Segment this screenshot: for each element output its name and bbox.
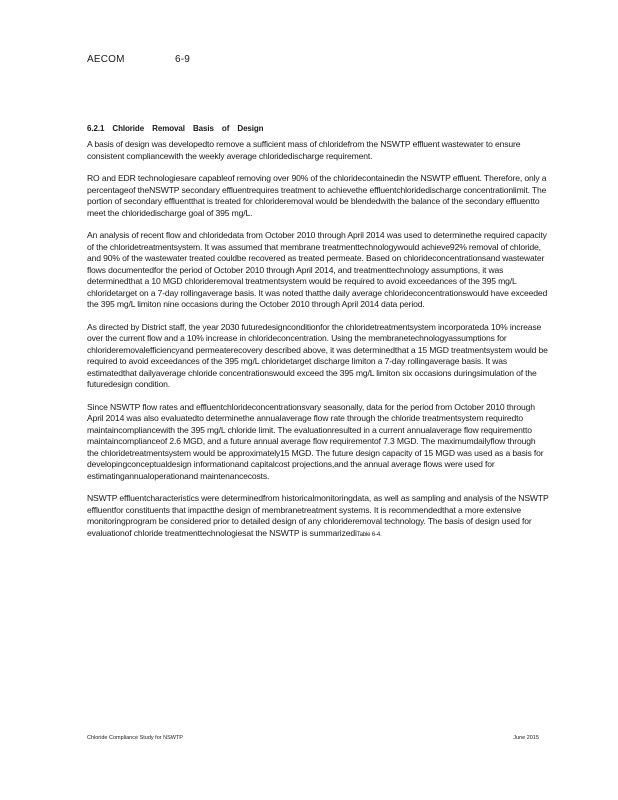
table-reference: Table 6-4. bbox=[356, 531, 382, 538]
paragraph-text: NSWTP effluentcharacteristics were determinedfrom historicalmonitoringdata, as well as sampling and analysis of the NSWTP effluentfor constituents that impactthe design of membranetreatment systems. It is recommendedthat a more extensive monitoringprogram be considered prior to detailed design of any chlorideremoval technology. The basis of design used for evaluationof chloride treatmenttechnologiesat the NSWTP is summarizedi bbox=[87, 493, 549, 538]
page-header bbox=[87, 54, 190, 65]
company-name: AECOM bbox=[87, 54, 125, 65]
page-number: 6-9 bbox=[174, 54, 191, 65]
paragraph-last bbox=[87, 493, 549, 541]
paragraph: RO and EDR technologiesare capableof removing over 90% of the chloridecontainedin the NSWTP effluent. Therefore, only a percentageof theNSWTP secondary effluentrequires treatment to achievethe effluentchloridedischarge concentrationlimit. The portion of secondary effluentthat is treated for chlorideremoval would be blendedwith the balance of the secondary effluentto meet the chloridedischarge goal of 395 mg/L. bbox=[87, 173, 547, 218]
paragraph: An analysis of recent flow and chloridedata from October 2010 through April 2014 was used to determinethe required capacity of the chloridetreatmentsystem. It was assumed that membrane treatmenttechnologywould achieve92% removal of chloride, and 90% of the wastewater treated couldbe recovered as treated permeate. Based on chlorideconcentrationsand wastewater flows documentedfor the period of October 2010 through April 2014, and treatmenttechnology assumptions, it was determinedthat a 10 MGD chlorideremoval treatmentsystem would be required to avoid exceedances of the 395 mg/L chloridetarget on a 7-day rollingaverage basis. It was noted thatthe daily average chlorideconcentrationswould have exceeded the 395 mg/L limiton nine occasions during the October 2010 through April 2014 data period. bbox=[87, 230, 548, 309]
body-text bbox=[87, 139, 549, 552]
footer-date: June 2015 bbox=[513, 735, 539, 741]
paragraph: A basis of design was developedto remove a sufficient mass of chloridefrom the NSWTP effluent wastewater to ensure consistent compliancewith the weekly average chloridedischarge requirement. bbox=[87, 139, 521, 161]
section-heading: 6.2.1 Chloride Removal Basis of Design bbox=[87, 124, 264, 133]
paragraph: Since NSWTP flow rates and effluentchlorideconcentrationsvary seasonally, data for the period from October 2010 through April 2014 was also evaluatedto determinethe annualaverage flow rate through the chloride treatmentsystem requiredto maintaincompliancewith the 395 mg/L chloride limit. The evaluationresulted in a current annualaverage flow requirementto maintaincomplianceof 2.6 MGD, and a future annual average flow requirementof 7.3 MGD. The maximumdailyflow through the chloridetreatmentsystem would be approximately15 MGD. The future design capacity of 15 MGD was used as a basis for developingconceptualdesign informationand capitalcost projections,and the annual average flows were used for estimatingannualoperationand maintenancecosts. bbox=[87, 401, 544, 481]
paragraph: As directed by District staff, the year 2030 futuredesignconditionfor the chloridetreatmentsystem incorporateda 10% increase over the current flow and a 10% increase in chlorideconcentration. Using the membranetechnologyassumptions for chlorideremovalefficiencyand permeaterecovery described above, it was determinedthat a 15 MGD treatmentsystem would be required to avoid exceedances of the 395 mg/L chloridetarget discharge limiton a 7-day rollingaverage basis. It was estimatedthat dailyaverage chloride concentrationswould exceed the 395 mg/L limiton six occasions duringsimulation of the futuredesign condition. bbox=[87, 321, 548, 389]
footer-document-title: Chloride Compliance Study for NSWTP bbox=[87, 735, 183, 741]
